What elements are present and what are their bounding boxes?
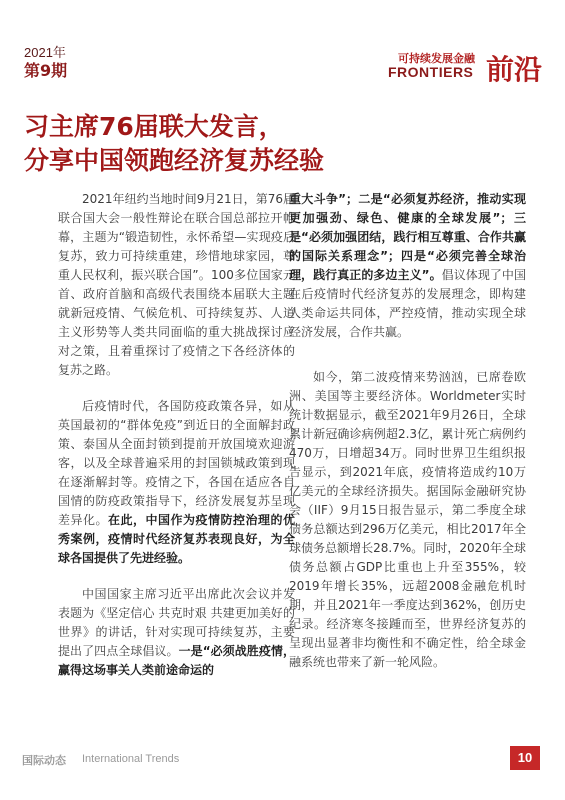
headline-line-2: 分享中国领跑经济复苏经验 [24, 146, 325, 175]
paragraph [289, 190, 526, 342]
headline-line-1: 习主席76届联大发言， [24, 112, 284, 141]
page-number-badge: 10 [510, 746, 540, 770]
paragraph [58, 397, 295, 568]
right-column [289, 190, 526, 689]
paragraph-text: 后疫情时代，各国防疫政策各异，如从英国最初的“群体免疫”到近日的全面解封政策、泰国从全面封锁到提前开放国境欢迎游客，以及全球普遍采用的封国锁城政策到现在逐渐解封等。疫情之下，各国在适应各自国情的防疫政策指导下，经济发展复苏呈现差异化。 [58, 399, 295, 527]
paragraph: 2021年纽约当地时间9月21日，第76届联合国大会一般性辩论在联合国总部拉开帷幕，主题为“锻造韧性，永怀希望—实现疫后复苏，致力可持续重建，珍惜地球家园，尊重人民权利，振兴联合国”。100多位国家元首、政府首脑和高级代表围绕本届联大主题就新冠疫情、气候危机、可持续复苏、人道主义形势等人类共同面临的重大挑战探讨应对之策，且着重探讨了疫情之下各经济体的复苏之路。 [58, 192, 295, 377]
issue-year: 2021年 [24, 45, 66, 60]
left-column [58, 190, 295, 697]
brand-en: FRONTIERS [388, 64, 474, 80]
footer-section-en: International Trends [82, 753, 180, 765]
paragraph [58, 585, 295, 680]
article-headline [24, 110, 324, 178]
paragraph-emphasis: 重大斗争”；二是“必须复苏经济，推动实现更加强劲、绿色、健康的全球发展”；三是“必须加强团结，践行相互尊重、合作共赢的国际关系理念”；四是“必须完善全球治理，践行真正的多边主义”。 [289, 192, 526, 282]
paragraph: 如今，第二波疫情来势汹汹，已席卷欧洲、美国等主要经济体。Worldmeter实时统计数据显示，截至2021年9月26日，全球累计新冠确诊病例超2.3亿，累计死亡病例约470万，日增超34万。同时世界卫生组织报告显示，到2021年底，疫情将造成约10万亿美元的全球经济损失。据国际金融研究协会（IIF）9月15日报告显示，第二季度全球债务总额达到296万亿美元，相比2017年全球债务总额增长28.7%。同时，2020年全球债务总额占GDP比重也上升至355%，较2019年增长35%，远超2008金融危机时期，并且2021年一季度达到362%，创历史纪录。经济寒冬接踵而至，世界经济复苏的呈现出显著非均衡性和不确定性，给全球金融系统也带来了新一轮风险。 [289, 370, 526, 669]
brand-logo-mark: 前沿 [486, 53, 543, 86]
paragraph-text: 倡议体现了中国在后疫情时代经济复苏的发展理念，即构建人类命运共同体，严控疫情，推动实现全球经济发展，合作共赢。 [289, 268, 526, 339]
footer-section-cn: 国际动态 [22, 754, 66, 767]
brand-cn: 可持续发展金融 [398, 52, 475, 65]
paragraph-emphasis: 一是“必须战胜疫情，赢得这场事关人类前途命运的 [58, 644, 295, 677]
paragraph-text: 中国国家主席习近平出席此次会议并发表题为《坚定信心 共克时艰 共建更加美好的世界》的讲话，针对实现可持续复苏，主要提出了四点全球倡议。 [58, 587, 295, 658]
paragraph-emphasis: 在此，中国作为疫情防控治理的优秀案例，疫情时代经济复苏表现良好，为全球各国提供了先进经验。 [58, 513, 295, 565]
issue-number: 第9期 [24, 61, 68, 80]
